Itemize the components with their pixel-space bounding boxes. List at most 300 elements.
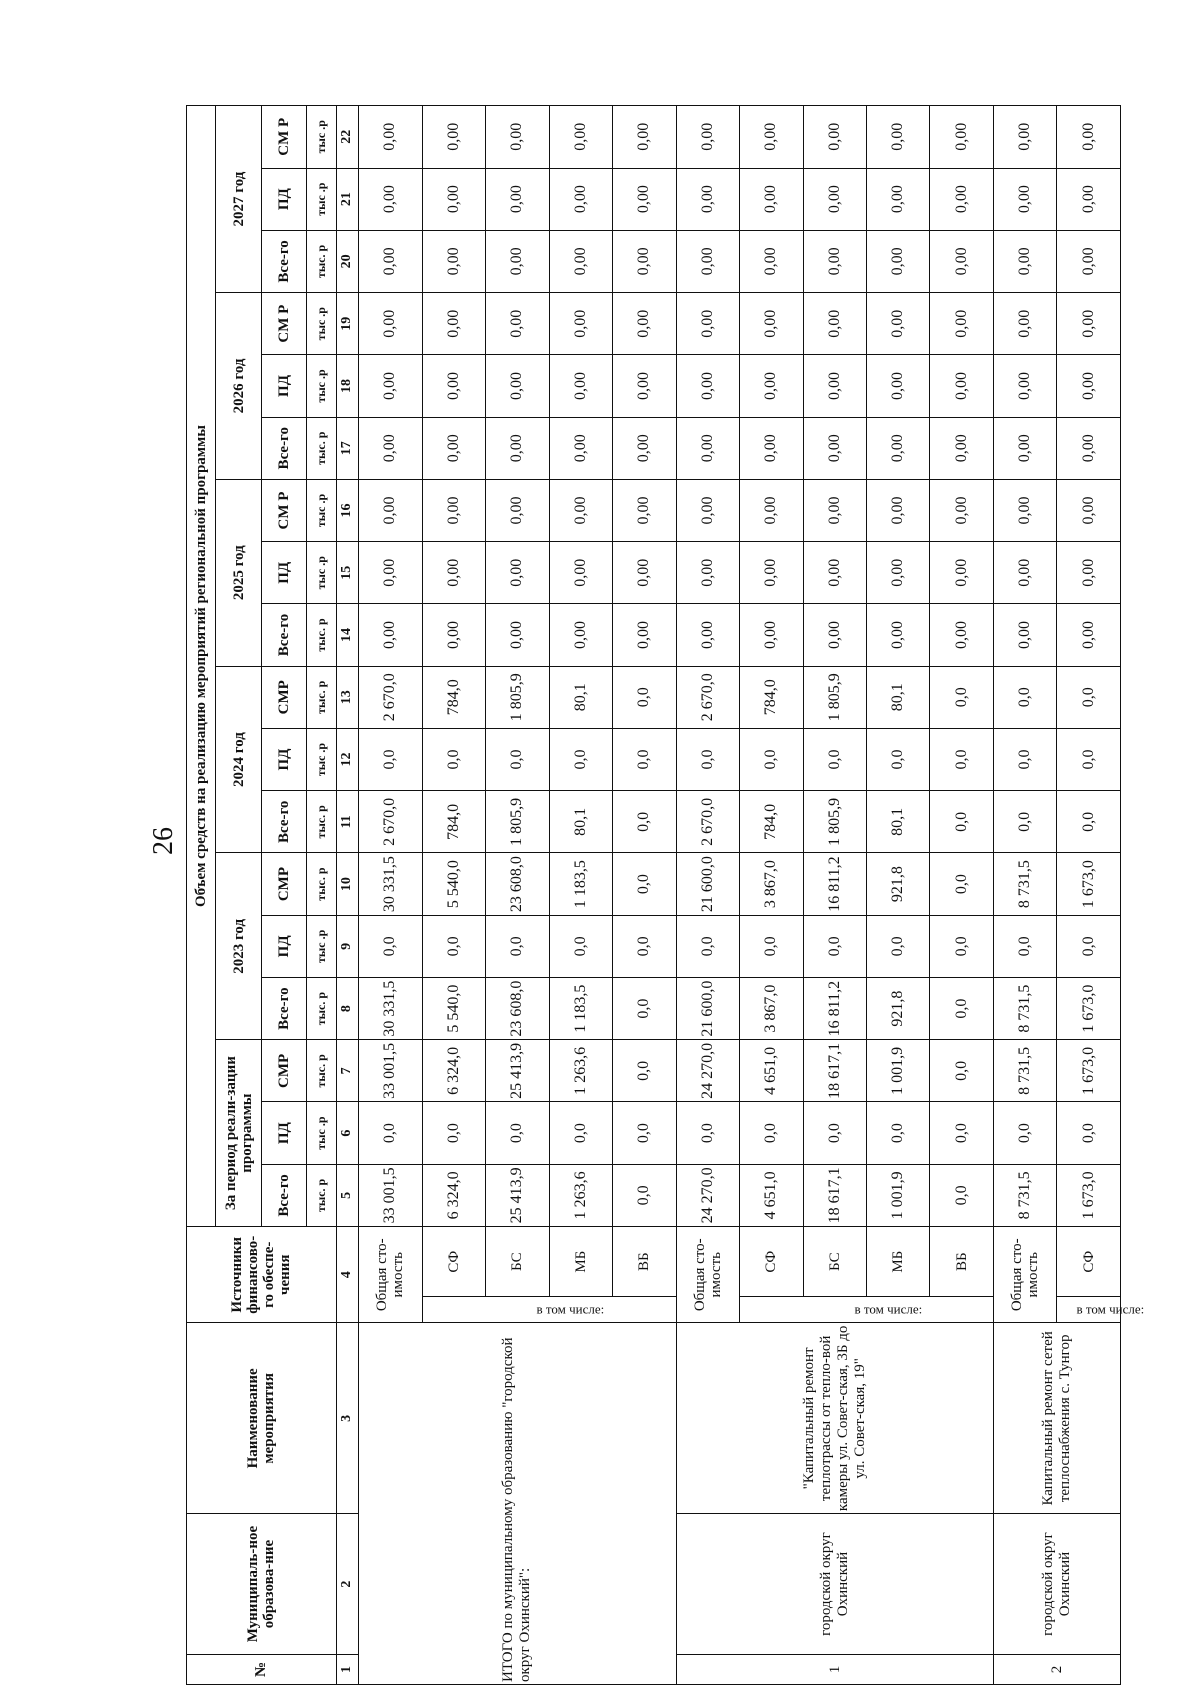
column-number: 12 (336, 728, 359, 790)
row-source: СФ (422, 1227, 485, 1297)
value-cell: 1 673,0 (1057, 1040, 1121, 1102)
value-cell: 0,0 (993, 791, 1056, 853)
value-cell: 0,00 (422, 355, 485, 417)
value-cell: 0,00 (993, 417, 1056, 479)
value-cell: 2 670,0 (359, 791, 422, 853)
value-cell: 0,00 (359, 106, 422, 169)
value-cell: 0,00 (359, 604, 422, 666)
value-cell: 0,0 (993, 728, 1056, 790)
value-cell: 0,00 (993, 355, 1056, 417)
in-that-number-label (1057, 1297, 1144, 1323)
value-cell: 0,00 (740, 479, 803, 541)
value-cell: 1 805,9 (486, 791, 549, 853)
header-subcolumn: ПД (261, 168, 306, 230)
value-cell: 0,0 (359, 728, 422, 790)
value-cell: 0,00 (549, 355, 612, 417)
column-number: 11 (336, 791, 359, 853)
value-cell: 0,00 (993, 604, 1056, 666)
value-cell: 0,00 (676, 355, 739, 417)
value-cell: 0,00 (359, 230, 422, 292)
column-number: 6 (336, 1102, 359, 1164)
value-cell: 80,1 (867, 791, 930, 853)
value-cell: 0,00 (740, 355, 803, 417)
value-cell: 0,0 (930, 666, 993, 728)
header-subcolumn: СМР (261, 853, 306, 915)
header-unit: тыс. р (307, 853, 336, 915)
value-cell: 0,0 (930, 977, 993, 1039)
header-subcolumn: СМ Р (261, 293, 306, 355)
value-cell: 0,0 (549, 728, 612, 790)
header-unit: тыс. р (307, 1040, 336, 1102)
value-cell: 0,00 (486, 168, 549, 230)
value-cell: 0,00 (740, 230, 803, 292)
value-cell: 0,00 (359, 417, 422, 479)
value-cell: 0,00 (740, 417, 803, 479)
value-cell: 0,00 (930, 417, 993, 479)
header-unit: тыс .р (307, 106, 336, 169)
header-unit: тыс .р (307, 168, 336, 230)
value-cell: 0,0 (613, 728, 676, 790)
value-cell: 2 670,0 (359, 666, 422, 728)
value-cell: 1 673,0 (1057, 977, 1121, 1039)
row-source: Общая сто-имость (359, 1227, 422, 1323)
row-source: БС (803, 1227, 866, 1297)
value-cell: 30 331,5 (359, 977, 422, 1039)
value-cell: 4 651,0 (740, 1040, 803, 1102)
value-cell: 33 001,5 (359, 1040, 422, 1102)
table-row (676, 106, 739, 1685)
header-subcolumn: ПД (261, 355, 306, 417)
value-cell: 0,00 (993, 168, 1056, 230)
header-unit: тыс .р (307, 728, 336, 790)
header-unit: тыс. р (307, 666, 336, 728)
value-cell: 1 183,5 (549, 853, 612, 915)
value-cell: 0,00 (930, 230, 993, 292)
value-cell: 80,1 (867, 666, 930, 728)
value-cell: 784,0 (422, 791, 485, 853)
header-subcolumn: Все-го (261, 417, 306, 479)
value-cell: 0,0 (422, 1102, 485, 1164)
value-cell: 784,0 (740, 666, 803, 728)
column-number: 10 (336, 853, 359, 915)
value-cell: 0,00 (993, 542, 1056, 604)
value-cell: 0,0 (613, 853, 676, 915)
value-cell: 921,8 (867, 977, 930, 1039)
value-cell: 25 413,9 (486, 1164, 549, 1226)
row-source: Общая сто-имость (993, 1227, 1056, 1323)
value-cell: 0,0 (740, 915, 803, 977)
value-cell: 0,0 (993, 666, 1056, 728)
value-cell: 25 413,9 (486, 1040, 549, 1102)
value-cell: 0,00 (359, 542, 422, 604)
value-cell: 0,00 (613, 293, 676, 355)
column-number: 18 (336, 355, 359, 417)
value-cell: 0,00 (993, 106, 1056, 169)
header-unit: тыс .р (307, 915, 336, 977)
value-cell: 0,0 (422, 728, 485, 790)
value-cell: 0,00 (930, 355, 993, 417)
value-cell: 5 540,0 (422, 853, 485, 915)
table-row (993, 106, 1056, 1685)
header-unit: тыс .р (307, 1102, 336, 1164)
value-cell: 0,00 (676, 230, 739, 292)
value-cell: 0,00 (803, 604, 866, 666)
value-cell: 16 811,2 (803, 853, 866, 915)
header-unit: тыс .р (307, 293, 336, 355)
row-municipality: городской округ Охинский (993, 1514, 1120, 1655)
value-cell: 0,00 (993, 230, 1056, 292)
value-cell: 0,00 (930, 106, 993, 169)
value-cell: 0,0 (867, 1102, 930, 1164)
header-subcolumn: Все-го (261, 1164, 306, 1226)
value-cell: 0,00 (422, 417, 485, 479)
value-cell: 23 608,0 (486, 853, 549, 915)
value-cell: 0,00 (422, 604, 485, 666)
value-cell: 0,00 (549, 542, 612, 604)
header-unit: тыс .р (307, 355, 336, 417)
value-cell: 0,00 (740, 106, 803, 169)
value-cell: 0,00 (867, 542, 930, 604)
value-cell: 0,00 (549, 168, 612, 230)
value-cell: 0,0 (740, 1102, 803, 1164)
value-cell: 0,0 (422, 915, 485, 977)
value-cell: 0,0 (867, 915, 930, 977)
value-cell: 4 651,0 (740, 1164, 803, 1226)
value-cell: 0,0 (549, 1102, 612, 1164)
value-cell: 80,1 (549, 666, 612, 728)
value-cell: 0,00 (676, 106, 739, 169)
value-cell: 0,0 (867, 728, 930, 790)
value-cell: 2 670,0 (676, 666, 739, 728)
value-cell: 0,00 (486, 542, 549, 604)
column-number: 7 (336, 1040, 359, 1102)
row-source: МБ (549, 1227, 612, 1297)
value-cell: 0,00 (1057, 542, 1121, 604)
value-cell: 0,0 (359, 915, 422, 977)
header-volume-title: Объем средств на реализацию мероприятий региональной программы (187, 106, 216, 1227)
in-that-number-text: в том числе: (536, 1301, 605, 1317)
value-cell: 0,00 (993, 479, 1056, 541)
column-number: 22 (336, 106, 359, 169)
value-cell: 0,00 (1057, 106, 1121, 169)
header-subcolumn: ПД (261, 1102, 306, 1164)
value-cell: 0,0 (740, 728, 803, 790)
value-cell: 0,00 (613, 106, 676, 169)
table-row (359, 106, 422, 1685)
header-row-1 (187, 106, 216, 1685)
value-cell: 0,00 (422, 106, 485, 169)
row-number: 2 (993, 1654, 1120, 1684)
column-number: 8 (336, 977, 359, 1039)
header-unit: тыс. р (307, 977, 336, 1039)
value-cell: 21 600,0 (676, 977, 739, 1039)
header-no: № (187, 1654, 337, 1684)
value-cell: 0,00 (422, 542, 485, 604)
value-cell: 0,00 (930, 604, 993, 666)
value-cell: 0,00 (486, 479, 549, 541)
header-subcolumn: ПД (261, 728, 306, 790)
value-cell: 784,0 (422, 666, 485, 728)
value-cell: 0,00 (359, 293, 422, 355)
header-subcolumn: СМ Р (261, 106, 306, 169)
value-cell: 784,0 (740, 791, 803, 853)
value-cell: 0,00 (549, 479, 612, 541)
value-cell: 0,0 (930, 1102, 993, 1164)
column-number: 1 (336, 1654, 359, 1684)
value-cell: 921,8 (867, 853, 930, 915)
value-cell: 0,00 (422, 293, 485, 355)
value-cell: 0,00 (867, 417, 930, 479)
value-cell: 0,00 (1057, 168, 1121, 230)
value-cell: 0,0 (993, 915, 1056, 977)
value-cell: 0,00 (740, 542, 803, 604)
value-cell: 0,0 (549, 915, 612, 977)
row-source: СФ (740, 1227, 803, 1297)
header-subcolumn: СМ Р (261, 479, 306, 541)
row-source: ВБ (613, 1227, 676, 1297)
value-cell: 1 263,6 (549, 1164, 612, 1226)
value-cell: 0,00 (867, 293, 930, 355)
value-cell: 0,00 (930, 293, 993, 355)
value-cell: 0,0 (1057, 1102, 1121, 1164)
row-municipality: городской округ Охинский (676, 1514, 993, 1655)
value-cell: 0,00 (930, 168, 993, 230)
value-cell: 0,0 (803, 728, 866, 790)
value-cell: 0,00 (613, 604, 676, 666)
column-number: 19 (336, 293, 359, 355)
value-cell: 0,00 (359, 355, 422, 417)
header-subcolumn: ПД (261, 915, 306, 977)
value-cell: 0,00 (486, 230, 549, 292)
header-unit: тыс .р (307, 542, 336, 604)
header-unit: тыс. р (307, 1164, 336, 1226)
value-cell: 0,00 (676, 168, 739, 230)
value-cell: 0,0 (613, 1164, 676, 1226)
header-subcolumn: Все-го (261, 604, 306, 666)
header-period: 2023 год (216, 853, 261, 1040)
value-cell: 0,00 (359, 479, 422, 541)
value-cell: 0,00 (740, 293, 803, 355)
value-cell: 0,00 (930, 542, 993, 604)
rotated-table-wrapper (186, 105, 1144, 1685)
value-cell: 0,0 (486, 1102, 549, 1164)
value-cell: 0,00 (867, 355, 930, 417)
value-cell: 0,00 (676, 604, 739, 666)
value-cell: 18 617,1 (803, 1164, 866, 1226)
value-cell: 33 001,5 (359, 1164, 422, 1226)
value-cell: 0,00 (1057, 604, 1121, 666)
value-cell: 0,00 (1057, 355, 1121, 417)
value-cell: 8 731,5 (993, 1040, 1056, 1102)
header-unit: тыс. р (307, 417, 336, 479)
value-cell: 0,00 (1057, 479, 1121, 541)
value-cell: 0,0 (930, 791, 993, 853)
value-cell: 0,0 (486, 728, 549, 790)
row-source: Общая сто-имость (676, 1227, 739, 1323)
value-cell: 0,00 (613, 230, 676, 292)
value-cell: 0,0 (676, 1102, 739, 1164)
value-cell: 0,0 (359, 1102, 422, 1164)
value-cell: 24 270,0 (676, 1164, 739, 1226)
value-cell: 0,00 (740, 604, 803, 666)
value-cell: 0,00 (803, 417, 866, 479)
header-subcolumn: Все-го (261, 791, 306, 853)
value-cell: 0,00 (613, 479, 676, 541)
value-cell: 0,00 (803, 479, 866, 541)
value-cell: 0,00 (803, 106, 866, 169)
value-cell: 0,00 (803, 168, 866, 230)
row-measure: "Капитальный ремонт теплотрассы от тепло-вой камеры ул. Совет-ская, 3Б до ул. Совет-ская, 19" (676, 1323, 993, 1514)
value-cell: 0,0 (930, 915, 993, 977)
value-cell: 0,00 (1057, 230, 1121, 292)
value-cell: 8 731,5 (993, 853, 1056, 915)
value-cell: 0,00 (803, 293, 866, 355)
value-cell: 0,00 (422, 168, 485, 230)
value-cell: 0,00 (867, 479, 930, 541)
column-number: 9 (336, 915, 359, 977)
value-cell: 2 670,0 (676, 791, 739, 853)
value-cell: 3 867,0 (740, 853, 803, 915)
value-cell: 0,00 (676, 293, 739, 355)
value-cell: 1 805,9 (803, 791, 866, 853)
value-cell: 0,00 (1057, 293, 1121, 355)
value-cell: 0,00 (549, 293, 612, 355)
value-cell: 0,00 (486, 355, 549, 417)
value-cell: 1 673,0 (1057, 1164, 1121, 1226)
header-municipality: Муниципаль-ное образова-ние (187, 1514, 337, 1655)
value-cell: 0,0 (613, 666, 676, 728)
value-cell: 0,0 (676, 915, 739, 977)
header-unit: тыс. р (307, 791, 336, 853)
value-cell: 6 324,0 (422, 1164, 485, 1226)
value-cell: 0,00 (549, 417, 612, 479)
header-subcolumn: Все-го (261, 230, 306, 292)
header-unit: тыс. р (307, 230, 336, 292)
value-cell: 0,00 (867, 604, 930, 666)
row-number: 1 (676, 1654, 993, 1684)
value-cell: 0,0 (993, 1102, 1056, 1164)
value-cell: 24 270,0 (676, 1040, 739, 1102)
row-source: ВБ (930, 1227, 993, 1297)
value-cell: 0,0 (1057, 666, 1121, 728)
value-cell: 18 617,1 (803, 1040, 866, 1102)
value-cell: 0,00 (549, 106, 612, 169)
value-cell: 1 183,5 (549, 977, 612, 1039)
column-number: 13 (336, 666, 359, 728)
value-cell: 8 731,5 (993, 1164, 1056, 1226)
column-number: 21 (336, 168, 359, 230)
value-cell: 0,00 (486, 106, 549, 169)
column-number: 17 (336, 417, 359, 479)
column-number: 16 (336, 479, 359, 541)
value-cell: 0,00 (1057, 417, 1121, 479)
value-cell: 0,0 (930, 853, 993, 915)
column-number: 4 (336, 1227, 359, 1323)
value-cell: 0,0 (930, 1164, 993, 1226)
value-cell: 0,00 (613, 355, 676, 417)
in-that-number-label (740, 1297, 994, 1323)
header-period: 2027 год (216, 106, 261, 293)
value-cell: 0,0 (613, 977, 676, 1039)
value-cell: 6 324,0 (422, 1040, 485, 1102)
header-subcolumn: СМР (261, 1040, 306, 1102)
header-subcolumn: ПД (261, 542, 306, 604)
value-cell: 1 001,9 (867, 1164, 930, 1226)
value-cell: 0,00 (867, 230, 930, 292)
value-cell: 0,00 (422, 479, 485, 541)
value-cell: 0,00 (676, 417, 739, 479)
value-cell: 0,00 (867, 168, 930, 230)
header-measure-name: Наименование мероприятия (187, 1323, 337, 1514)
value-cell: 0,0 (613, 1040, 676, 1102)
value-cell: 16 811,2 (803, 977, 866, 1039)
value-cell: 0,00 (613, 417, 676, 479)
value-cell: 1 673,0 (1057, 853, 1121, 915)
value-cell: 5 540,0 (422, 977, 485, 1039)
page-number: 26 (148, 827, 179, 855)
in-that-number-text: в том числе: (853, 1301, 922, 1317)
value-cell: 0,0 (1057, 728, 1121, 790)
value-cell: 0,00 (993, 293, 1056, 355)
column-number: 2 (336, 1514, 359, 1655)
column-number: 5 (336, 1164, 359, 1226)
value-cell: 0,00 (486, 293, 549, 355)
value-cell: 80,1 (549, 791, 612, 853)
value-cell: 3 867,0 (740, 977, 803, 1039)
in-that-number-text: в том числе: (1076, 1301, 1144, 1317)
value-cell: 1 805,9 (486, 666, 549, 728)
column-number: 3 (336, 1323, 359, 1514)
value-cell: 0,0 (676, 728, 739, 790)
value-cell: 1 001,9 (867, 1040, 930, 1102)
value-cell: 0,00 (803, 355, 866, 417)
header-sources: Источники финансово-го обеспе-чения (187, 1227, 337, 1323)
value-cell: 30 331,5 (359, 853, 422, 915)
total-label: ИТОГО по муниципальному образованию "городской округ Охинский": (359, 1323, 676, 1685)
header-period: 2024 год (216, 666, 261, 853)
header-unit: тыс .р (307, 479, 336, 541)
value-cell: 0,00 (803, 542, 866, 604)
value-cell: 0,00 (549, 230, 612, 292)
row-measure: Капитальный ремонт сетей теплоснабжения с. Тунгор (993, 1323, 1120, 1514)
value-cell: 0,0 (613, 791, 676, 853)
row-source: СФ (1057, 1227, 1121, 1297)
value-cell: 1 263,6 (549, 1040, 612, 1102)
value-cell: 0,00 (359, 168, 422, 230)
value-cell: 0,0 (803, 915, 866, 977)
value-cell: 0,0 (613, 1102, 676, 1164)
value-cell: 0,00 (422, 230, 485, 292)
header-subcolumn: Все-го (261, 977, 306, 1039)
value-cell: 0,0 (613, 915, 676, 977)
header-period: За период реали-зации программы (216, 1040, 261, 1227)
value-cell: 0,00 (486, 417, 549, 479)
header-period: 2026 год (216, 293, 261, 480)
header-period: 2025 год (216, 479, 261, 666)
column-number: 20 (336, 230, 359, 292)
value-cell: 21 600,0 (676, 853, 739, 915)
row-source: БС (486, 1227, 549, 1297)
value-cell: 0,0 (930, 728, 993, 790)
in-that-number-label (422, 1297, 676, 1323)
header-unit: тыс. р (307, 604, 336, 666)
value-cell: 0,00 (930, 479, 993, 541)
financing-table (186, 105, 1144, 1685)
value-cell: 0,00 (676, 542, 739, 604)
value-cell: 0,00 (613, 542, 676, 604)
value-cell: 0,0 (803, 1102, 866, 1164)
value-cell: 0,00 (740, 168, 803, 230)
